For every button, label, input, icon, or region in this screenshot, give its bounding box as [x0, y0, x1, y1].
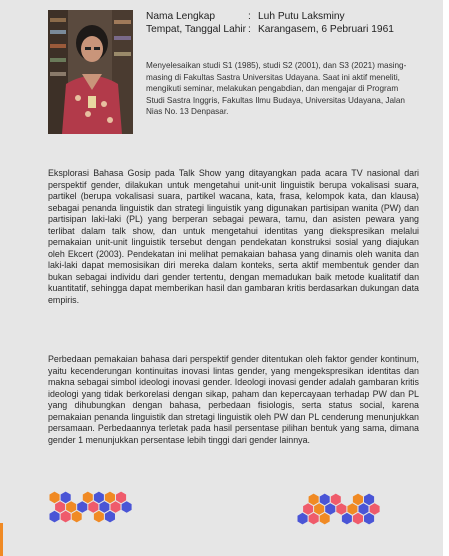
hexagon-shape	[50, 492, 60, 504]
hexagon-shape	[364, 494, 374, 506]
hexagon-shape	[336, 503, 346, 515]
hexagon-shape	[116, 492, 126, 504]
hexagon-shape	[325, 503, 335, 515]
hexagon-shape	[50, 511, 60, 523]
profile-key: Nama Lengkap	[146, 11, 216, 22]
hexagon-shape	[364, 513, 374, 525]
hexagon-shape	[331, 494, 341, 506]
hexagon-shape	[359, 503, 369, 515]
profile-row-birth	[146, 23, 431, 36]
profile-colon: :	[248, 24, 251, 35]
hexagon-shape	[72, 511, 82, 523]
hexagon-shape	[309, 494, 319, 506]
hexagon-shape	[342, 513, 352, 525]
hexagon-shape	[61, 492, 71, 504]
hexagon-shape	[105, 492, 115, 504]
profile-value: Karangasem, 6 Pebruari 1961	[258, 24, 394, 35]
hexagon-shape	[83, 492, 93, 504]
body-paragraph-1: Eksplorasi Bahasa Gosip pada Talk Show yang ditayangkan pada acara TV nasional dari perspektif gender, dilakukan untuk mengetahui unit-unit linguistik berupa vokalisasi suara, partikel (berupa vokalisasi suara, partikel wacana, kata, frasa, kelompok kata, dan klausa) sebagai penanda linguistik dan strategi linguistik yang digunakan partisipan wanita (PW) dan partisipan laki-laki (PL) yang berperan sebagai pewara, tamu, dan asisten pewara yang terlibat dalam talk show, dan untuk mengetahui identitas yang diekspresikan melalui pemakaian unit-unit linguistik tersebut dengan pendekatan konstruksi sosial yang diajukan oleh Ekcert (2003). Pendekatan ini melihat pemakaian bahasa yang dinamis oleh wanita dan laki-laki dapat memosisikan diri mereka dalam konteks, serta aktif membentuk gender dan bukan sebagai individu dari gender tertentu, dengan memadukan baik metode kualitatif dan kuantitatif, sehingga dapat memberikan hasil dan gambaran kritis berdasarkan dukungan data empiris.	[48, 168, 419, 306]
profile-colon: :	[248, 11, 251, 22]
profile-value: Luh Putu Laksminy	[258, 11, 345, 22]
body-paragraph-2: Perbedaan pemakaian bahasa dari perspektif gender ditentukan oleh faktor gender kontinum, yaitu kecenderungan kontinuitas inovasi lintas gender, yang mengekspresikan identitas dan makna sebagai simbol ideologi inovasi gender. Ideologi inovasi gender adalah gambaran kritis ideologi yang tidak berkorelasi dengan sikap, paham dan kepercayaan terhadap PW dan PL yang dihubungkan dengan bahasa, perbedaan fisiologis, serta status social, karena pemakaian penanda linguistik dan stretagi linguistik oleh PW dan PL cenderung menunjukkan persamaan. Perbedaannya terletak pada hasil persentase pilihan bentuk yang sama, dimana gender 1 menunjukkan persentase lebih tinggi dari gender lainnya.	[48, 354, 419, 445]
hexagon-shape	[353, 513, 363, 525]
hexagon-pattern-right	[296, 492, 412, 526]
hexagon-shape	[320, 494, 330, 506]
profile-key: Tempat, Tanggal Lahir	[146, 24, 247, 35]
hexagon-shape	[353, 494, 363, 506]
hexagon-shape	[61, 511, 71, 523]
hexagon-shape	[122, 501, 132, 513]
hexagon-shape	[370, 503, 380, 515]
profile-table	[146, 10, 431, 36]
hexagon-shape	[77, 501, 87, 513]
profile-description: Menyelesaikan studi S1 (1985), studi S2 (2001), dan S3 (2021) masing-masing di Fakultas Sastra Universitas Udayana. Saat ini aktif meneliti, mengikuti seminar, melakukan pengabdian, dan mengajar di Program Studi Sastra Inggris, Fakultas Ilmu Budaya, Universitas Udayana, Jalan Nias No. 13 Denpasar.	[146, 61, 407, 116]
hexagon-shape	[105, 511, 115, 523]
hexagon-shape	[94, 492, 104, 504]
hexagon-shape	[111, 501, 121, 513]
hexagon-shape	[309, 513, 319, 525]
hexagon-shape	[347, 503, 357, 515]
author-photo-graphic	[48, 10, 133, 134]
hexagon-shape	[303, 503, 313, 515]
author-photo	[48, 10, 133, 134]
hexagon-pattern-left	[48, 490, 158, 524]
hexagon-shape	[55, 501, 65, 513]
hexagon-shape	[99, 501, 109, 513]
hexagon-shape	[94, 511, 104, 523]
hexagon-shape	[298, 513, 308, 525]
hexagon-shape	[88, 501, 98, 513]
hexagon-shape	[314, 503, 324, 515]
accent-bar	[0, 523, 3, 556]
profile-row-name	[146, 10, 431, 23]
hexagon-shape	[66, 501, 76, 513]
hexagon-shape	[320, 513, 330, 525]
